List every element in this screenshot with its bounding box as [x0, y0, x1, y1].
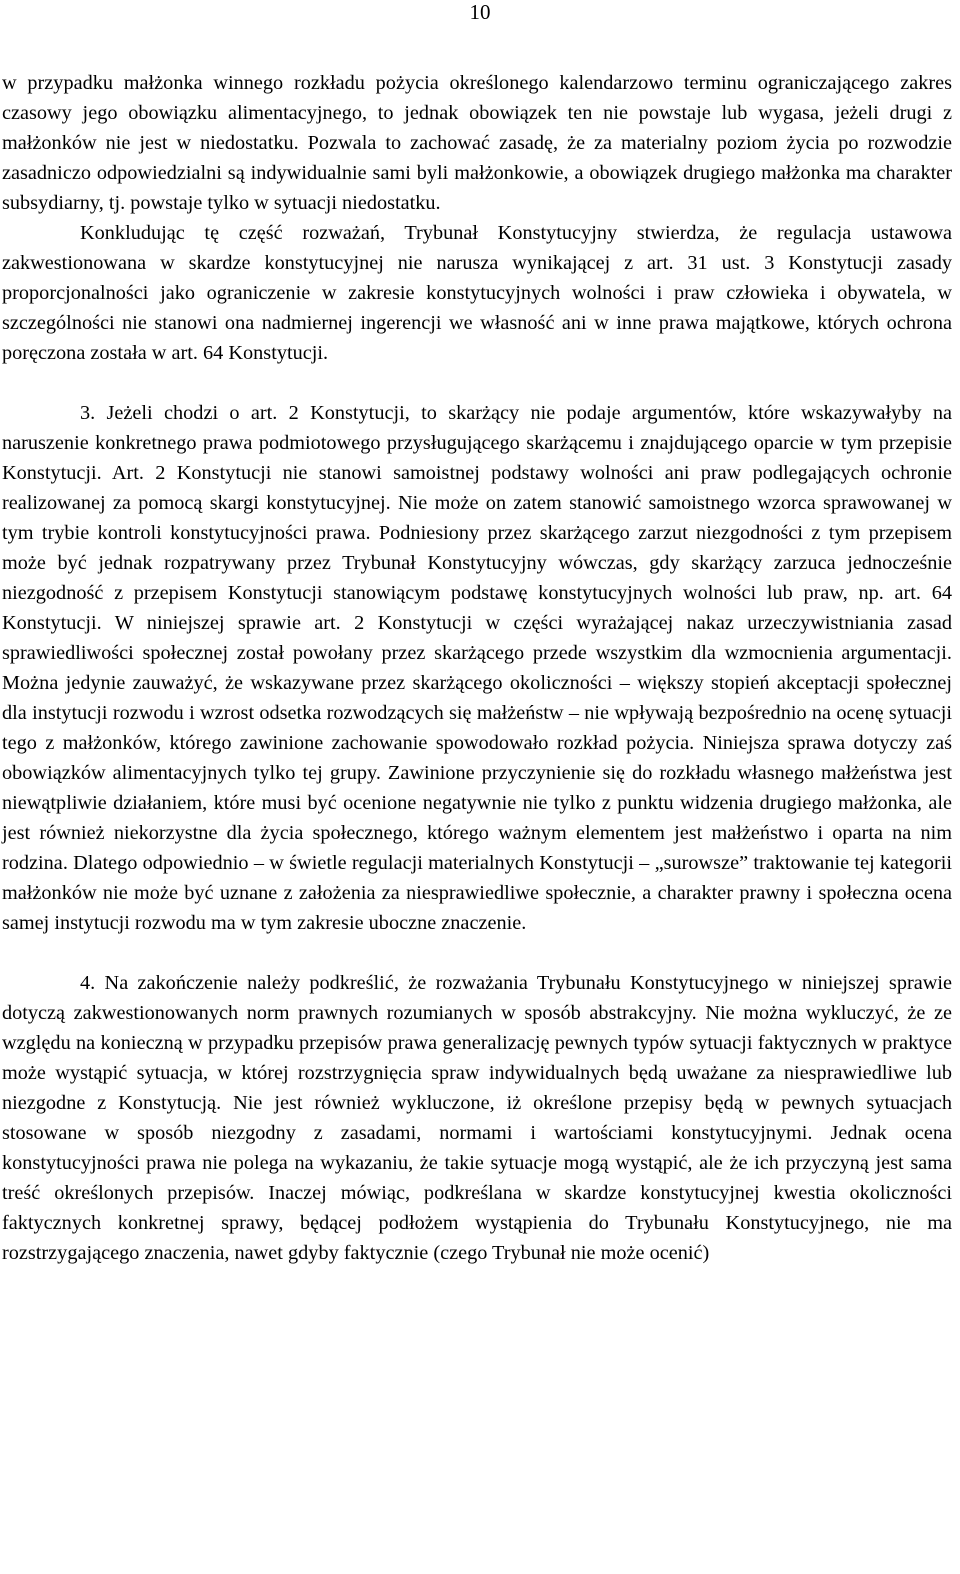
paragraph-conclusion: Konkludując tę część rozważań, Trybunał Konstytucyjny stwierdza, że regulacja ustawowa zakwestionowana w skardze konstytucyjnej nie narusza wynikającej z art. 31 ust. 3 Konstytucji zasady proporcjonalności jako ograniczenie w zakresie konstytucyjnych wolności i praw człowieka i obywatela, w szczególności nie stanowi ona nadmiernej ingerencji we własność ani w inne prawa majątkowe, których ochrona poręczona została w art. 64 Konstytucji. [2, 222, 952, 364]
paragraph-point-3: 3. Jeżeli chodzi o art. 2 Konstytucji, to skarżący nie podaje argumentów, które wskazywałyby na naruszenie konkretnego prawa podmiotowego przysługującego skarżącemu i znajdującego oparcie w tym przepisie Konstytucji. Art. 2 Konstytucji nie stanowi samoistnej podstawy wolności ani praw podlegających ochronie realizowanej za pomocą skargi konstytucyjnej. Nie może on zatem stanowić samoistnego wzorca sprawowanej w tym trybie kontroli konstytucyjności prawa. Podniesiony przez skarżącego zarzut niezgodności z tym przepisem może być jednak rozpatrywany przez Trybunał Konstytucyjny wówczas, gdy skarżący zarzuca jednocześnie niezgodność z przepisem Konstytucji stanowiącym podstawę konstytucyjnych wolności lub praw, np. art. 64 Konstytucji. W niniejszej sprawie art. 2 Konstytucji w części wyrażającej nakaz urzeczywistniania zasad sprawiedliwości społecznej został powołany przez skarżącego przede wszystkim dla wzmocnienia argumentacji. Można jedynie zauważyć, że wskazywane przez skarżącego okoliczności – większy stopień akceptacji społecznej dla instytucji rozwodu i wzrost odsetka rozwodzących się małżeństw – nie wpływają bezpośrednio na ocenę sytuacji tego z małżonków, którego zawinione zachowanie spowodowało rozkład pożycia. Niniejsza sprawa dotyczy zaś obowiązków alimentacyjnych tylko tej grupy. Zawinione przyczynienie się do rozkładu własnego małżeństwa jest niewątpliwie działaniem, które musi być ocenione negatywnie nie tylko z punktu widzenia drugiego małżonka, ale jest również niekorzystne dla życia społecznego, którego ważnym elementem jest małżeństwo i oparta na nim rodzina. Dlatego odpowiednio – w świetle regulacji materialnych Konstytucji – „surowsze” traktowanie tej kategorii małżonków nie może być uznane z założenia za niesprawiedliwe społecznie, a charakter prawny i społeczna ocena samej instytucji rozwodu ma w tym zakresie uboczne znaczenie. [2, 402, 952, 934]
paragraph-point-4: 4. Na zakończenie należy podkreślić, że rozważania Trybunału Konstytucyjnego w niniejszej sprawie dotyczą zakwestionowanych norm prawnych rozumianych w sposób abstrakcyjny. Nie można wykluczyć, że ze względu na konieczną w przypadku przepisów prawa generalizację pewnych typów sytuacji faktycznych w praktyce może wystąpić sytuacja, w której rozstrzygnięcia spraw indywidualnych będą uważane za niesprawiedliwe lub niezgodne z Konstytucją. Nie jest również wykluczone, iż określone przepisy będą w pewnych sytuacjach stosowane w sposób niezgodny z zasadami, normami i wartościami konstytucyjnymi. Jednak ocena konstytucyjności prawa nie polega na wykazaniu, że takie sytuacje mogą wystąpić, ale że ich przyczyną jest sama treść określonych przepisów. Inaczej mówiąc, podkreślana w skardze konstytucyjnej kwestia okoliczności faktycznych konkretnej sprawy, będącej podłożem wystąpienia do Trybunału Konstytucyjnego, nie ma rozstrzygającego znaczenia, nawet gdyby faktycznie (czego Trybunał nie może ocenić) [2, 972, 952, 1264]
paragraph-continuation: w przypadku małżonka winnego rozkładu pożycia określonego kalendarzowo terminu ograniczającego zakres czasowy jego obowiązku alimentacyjnego, to jednak obowiązek ten nie powstaje lub wygasa, jeżeli drugi z małżonków nie jest w niedostatku. Pozwala to zachować zasadę, że za materialny poziom życia po rozwodzie zasadniczo odpowiedzialni są indywidualnie sami byli małżonkowie, a obowiązek drugiego małżonka ma charakter subsydiarny, tj. powstaje tylko w sytuacji niedostatku. [2, 72, 952, 214]
page-number: 10 [469, 0, 491, 24]
document-body [2, 68, 952, 1268]
